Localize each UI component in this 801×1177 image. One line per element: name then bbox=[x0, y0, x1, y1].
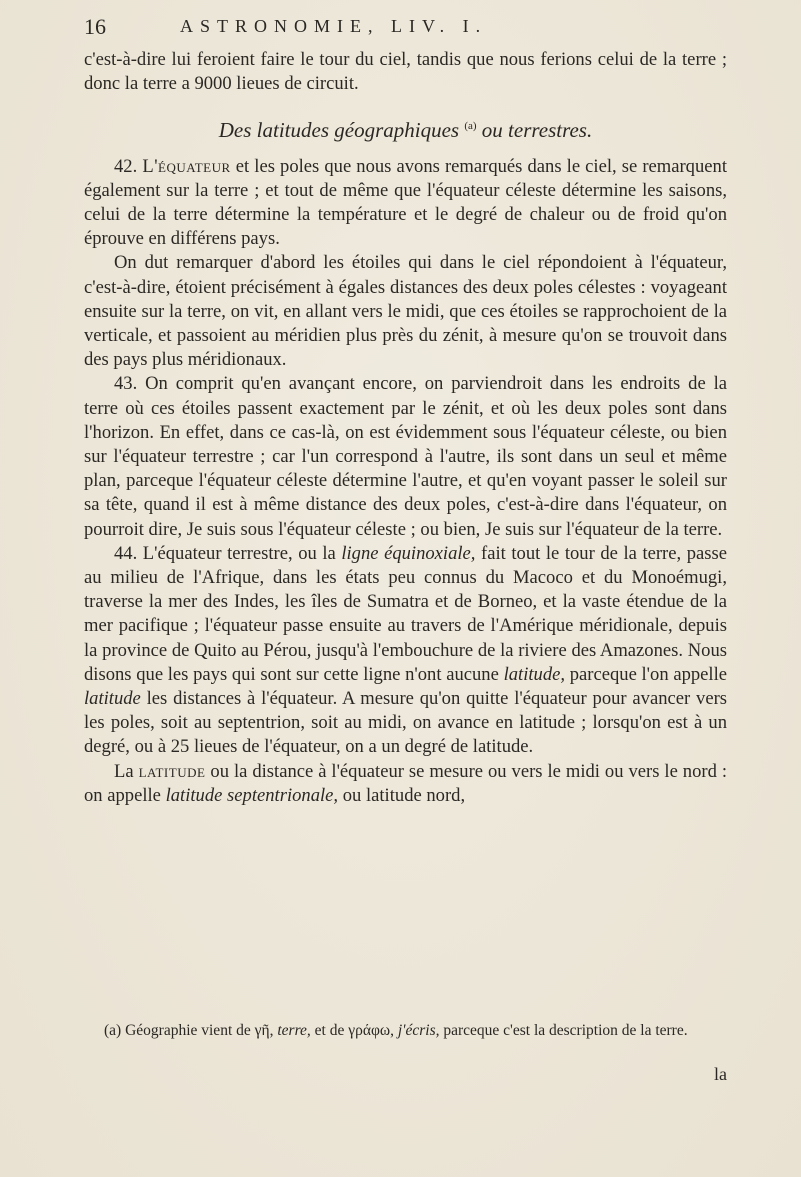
footnote-text: parceque c'est la description de la terre. bbox=[443, 1022, 688, 1039]
greek-word: γῆ, bbox=[254, 1022, 274, 1039]
para-text: fait tout le tour de la terre, passe au milieu de l'Afrique, dans les états peu connus du Macoco et du Monoémugi, traverse la mer des Indes, les îles de Sumatra et de Borneo, et la vaste étendue de la mer pacifique ; l'équateur passe ensuite au travers de l'Amérique méridionale, depuis la province de Quito au Pérou, jusqu'à l'embouchure de la riviere des Amazones. Nous disons que les pays qui sont sur cette ligne n'ont aucune bbox=[84, 542, 727, 685]
section-title bbox=[84, 114, 727, 142]
paragraph-45 bbox=[84, 760, 727, 808]
para-text: parceque l'on appelle bbox=[569, 663, 728, 685]
italic-term: latitude bbox=[84, 688, 141, 710]
italic-term: terre, bbox=[277, 1022, 311, 1039]
italic-term: j'écris, bbox=[397, 1022, 440, 1039]
intro-paragraph: c'est-à-dire lui feroient faire le tour du ciel, tandis que nous ferions celui de la terre ; donc la terre a 9000 lieues de circuit. bbox=[84, 49, 727, 95]
small-caps-term: latitude bbox=[138, 760, 206, 782]
running-head: ASTRONOMIE, LIV. I. bbox=[180, 16, 488, 36]
para-text: et les poles que nous avons remarqués dans le ciel, se remarquent également sur la terre ; et tout de même que l'équateur céleste détermine les saisons, celui de la terre détermine la température et le degré de chaleur ou de froid qu'on éprouve en différens pays. bbox=[84, 155, 727, 250]
footnote-text: et de bbox=[314, 1022, 345, 1039]
catchword: la bbox=[714, 1064, 727, 1084]
para-number: 42. bbox=[114, 155, 138, 177]
footnote bbox=[84, 1021, 727, 1041]
section-title-main: Des latitudes géographiques bbox=[218, 118, 460, 143]
page-header bbox=[84, 14, 727, 50]
italic-term: ligne équinoxiale, bbox=[341, 542, 476, 564]
greek-word: γράφω, bbox=[348, 1022, 394, 1039]
paragraph-42 bbox=[84, 155, 727, 252]
para-text: ou latitude nord, bbox=[342, 784, 466, 806]
section-title-rest: ou terrestres. bbox=[481, 118, 593, 143]
page-number: 16 bbox=[84, 14, 106, 39]
para-text: 44. L'équateur terrestre, ou la bbox=[114, 542, 336, 564]
italic-term: latitude septentrionale, bbox=[165, 784, 339, 806]
para-text: ou la distance à l'équateur se mesure ou vers le midi ou vers le nord : on appelle bbox=[84, 760, 728, 806]
footnote-ref[interactable]: (a) bbox=[464, 120, 477, 133]
paragraph-44 bbox=[84, 542, 727, 760]
para-text: La bbox=[114, 760, 134, 782]
para-text: les distances à l'équateur. A mesure qu'on quitte l'équateur pour avancer vers les poles, soit au septentrion, soit au midi, on avance en latitude ; lorsqu'on est à un degré, ou à 25 lieues de l'équateur, on a un degré de latitude. bbox=[84, 688, 728, 758]
paragraph-43: 43. On comprit qu'en avançant encore, on parviendroit dans les endroits de la terre où ces étoiles passent exactement par le zénit, et où les deux poles sont dans l'horizon. En effet, dans ce cas-là, on est évidemment sous l'équateur céleste, ou bien sur l'équateur terrestre ; car l'un correspond à l'autre, ils sont dans un seul et même plan, parceque l'équateur céleste détermine l'autre, et qu'en voyant passer le soleil sur sa tête, quand il est à même distance des deux poles, c'est-à-dire dans l'équateur, on pourroit dire, Je suis sous l'équateur céleste ; ou bien, Je suis sur l'équateur de la terre. bbox=[84, 373, 727, 540]
small-caps-term: L'équateur bbox=[142, 155, 231, 177]
paragraph-42b: On dut remarquer d'abord les étoiles qui dans le ciel répondoient à l'équateur, c'est-à-dire, étoient précisément à égales distances des deux poles célestes : voyageant ensuite sur la terre, on vit, en allant vers le midi, que ces étoiles se rapprochoient de la verticale, et passoient au méridien plus près du zénit, à mesure qu'on se trouvoit dans des pays plus méridionaux. bbox=[84, 252, 727, 371]
footnote-text: (a) Géographie vient de bbox=[104, 1022, 251, 1039]
italic-term: latitude, bbox=[503, 663, 566, 685]
page-body bbox=[84, 48, 727, 808]
